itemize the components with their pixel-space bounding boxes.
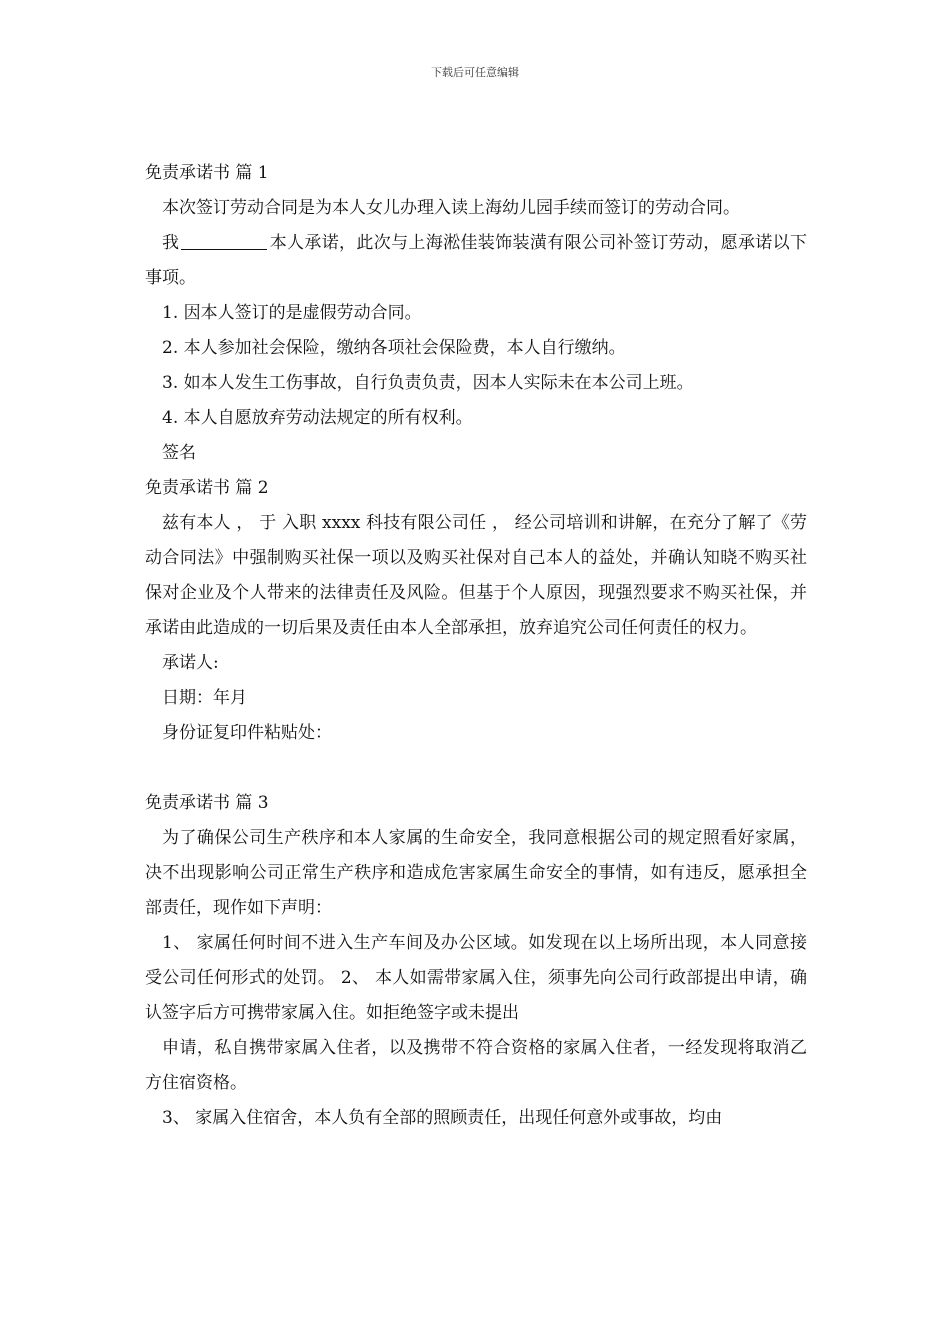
- section-1-item-2: 2. 本人参加社会保险，缴纳各项社会保险费，本人自行缴纳。: [162, 338, 626, 358]
- document-body: [145, 156, 807, 1136]
- section-1-sign: 签名: [162, 443, 196, 463]
- section-3-paragraph-4: 3、 家属入住宿舍，本人负有全部的照顾责任，出现任何意外或事故，均由: [162, 1108, 723, 1128]
- section-1-paragraph-2: [145, 226, 807, 296]
- section-1-paragraph-2-start: 我: [162, 233, 180, 253]
- section-3-paragraph-3: 申请，私自携带家属入住者，以及携带不符合资格的家属入住者，一经发现将取消乙方住宿资格。: [145, 1038, 807, 1093]
- section-2-idcard: 身份证复印件粘贴处：: [162, 723, 332, 743]
- section-1-item-3: 3. 如本人发生工伤事故，自行负责负责，因本人实际未在本公司上班。: [162, 373, 694, 393]
- section-1-paragraph-2-rest: 本人承诺，此次与上海淞佳装饰装潢有限公司补签订劳动，愿承诺以下事项。: [145, 233, 807, 288]
- section-3-title: 免责承诺书 篇 3: [145, 793, 269, 813]
- section-2-paragraph-1: 兹有本人 ， 于 入职 xxxx 科技有限公司任 ， 经公司培训和讲解，在充分了解了《劳动合同法》中强制购买社保一项以及购买社保对自己本人的益处，并确认知晓不购买社保对企业及个人带来的法律责任及风险。但基于个人原因，现强烈要求不购买社保，并承诺由此造成的一切后果及责任由本人全部承担，放弃追究公司任何责任的权力。: [145, 513, 807, 638]
- section-1-item-4: 4. 本人自愿放弃劳动法规定的所有权利。: [162, 408, 473, 428]
- section-2-title: 免责承诺书 篇 2: [145, 478, 269, 498]
- section-1-item-1: 1. 因本人签订的是虚假劳动合同。: [162, 303, 422, 323]
- name-blank-underline: [181, 231, 267, 250]
- section-3-paragraph-1: 为了确保公司生产秩序和本人家属的生命安全，我同意根据公司的规定照看好家属，决不出现影响公司正常生产秩序和造成危害家属生命安全的事情，如有违反，愿承担全部责任，现作如下声明：: [145, 828, 807, 918]
- section-3-paragraph-2: 1、 家属任何时间不进入生产车间及办公区域。如发现在以上场所出现，本人同意接受公司任何形式的处罚。 2、 本人如需带家属入住，须事先向公司行政部提出申请，确认签字后方可携带家属入住。如拒绝签字或未提出: [145, 933, 807, 1023]
- section-2-date: 日期：年月: [162, 688, 247, 708]
- section-1-paragraph-1: 本次签订劳动合同是为本人女儿办理入读上海幼儿园手续而签订的劳动合同。: [162, 198, 740, 218]
- spacer: [145, 751, 807, 786]
- section-1-title: 免责承诺书 篇 1: [145, 163, 269, 183]
- page-header: 下载后可任意编辑: [431, 66, 519, 79]
- section-2-promisor: 承诺人:: [162, 653, 219, 673]
